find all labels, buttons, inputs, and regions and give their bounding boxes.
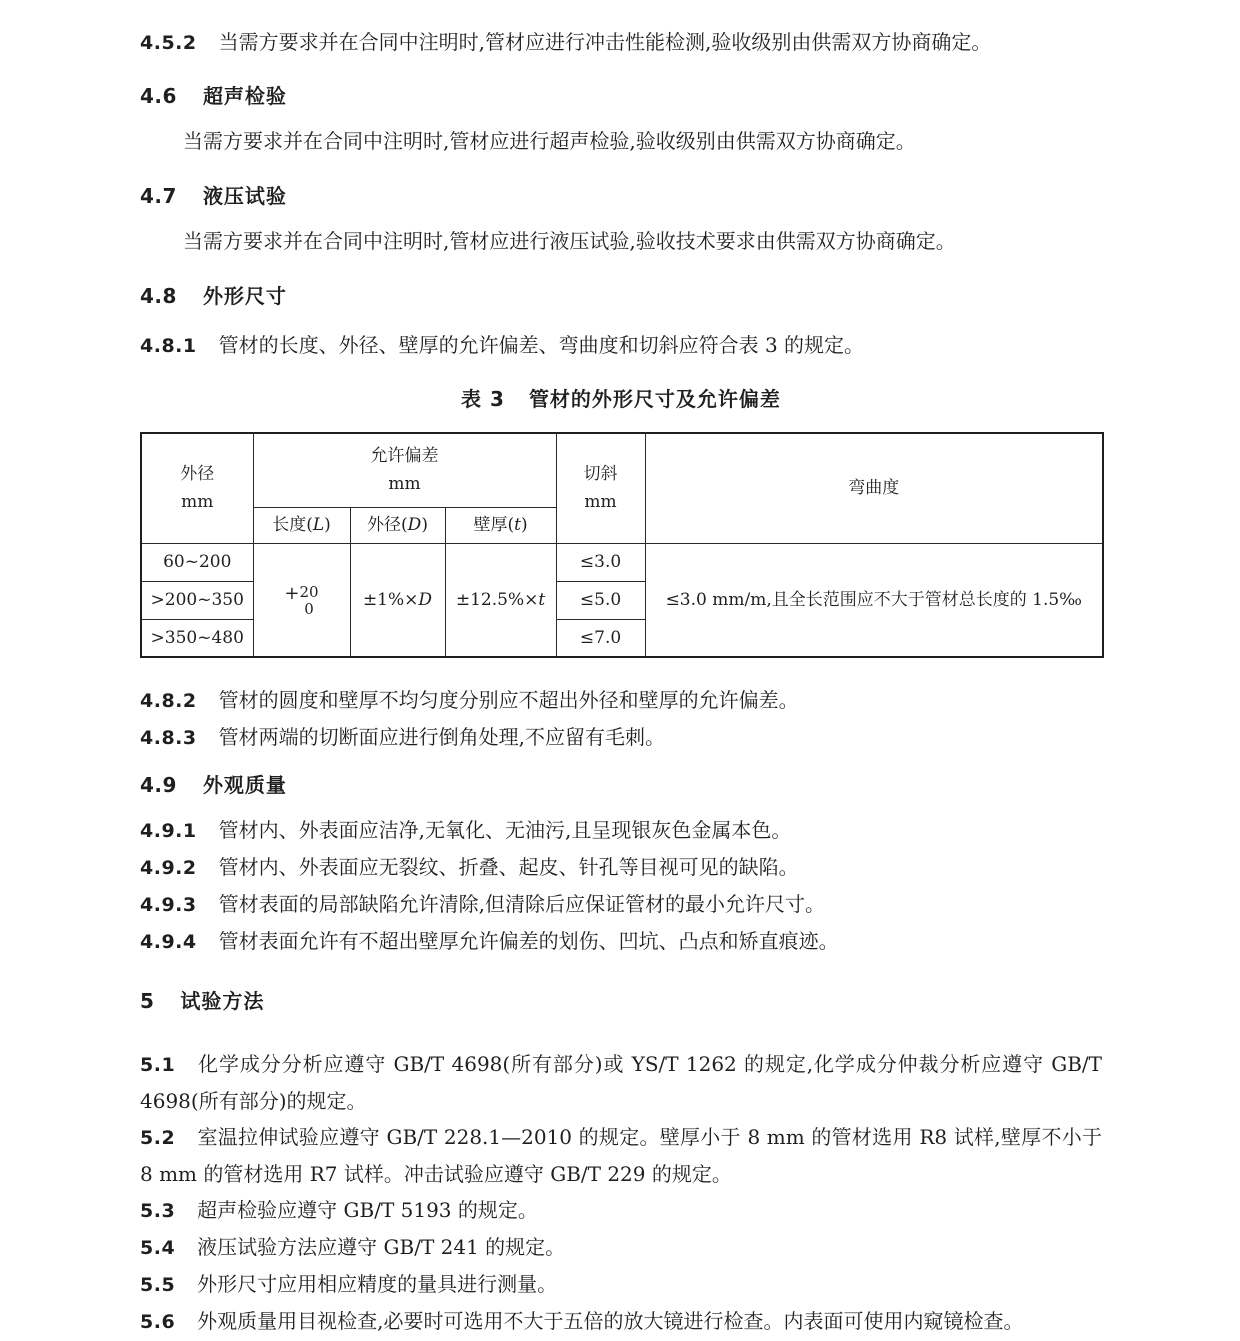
clause-number: 5.1	[140, 1054, 176, 1076]
table-caption-title: 管材的外形尺寸及允许偏差	[528, 387, 781, 411]
od-range-cell: >350~480	[141, 619, 253, 657]
clause-number: 5.5	[140, 1274, 176, 1296]
clause-number: 4.8.1	[140, 335, 197, 357]
heading-number: 4.8	[140, 284, 177, 308]
stacked-tolerance	[284, 584, 318, 618]
subheader-length-post: )	[324, 515, 331, 535]
heading-title: 超声检验	[202, 84, 287, 108]
clause-number: 4.9.1	[140, 820, 197, 842]
tolerance-stack	[300, 584, 319, 618]
clause-5-5	[140, 1266, 1102, 1303]
heading-number: 4.6	[140, 84, 177, 108]
clause-4-9-3	[140, 886, 1102, 923]
clause-5-1	[140, 1046, 1102, 1119]
header-bend: 弯曲度	[645, 433, 1103, 543]
od-range-cell: 60~200	[141, 543, 253, 581]
subheader-od	[350, 507, 445, 543]
heading-5	[140, 988, 1102, 1014]
od-tolerance-pre: ±1%×	[362, 589, 419, 610]
subheader-wall-var: t	[514, 515, 521, 535]
subheader-length-pre: 长度(	[272, 515, 313, 535]
header-tolerance-group	[253, 433, 556, 507]
paragraph-4-7: 当需方要求并在合同中注明时,管材应进行液压试验,验收技术要求由供需双方协商确定。	[183, 229, 956, 253]
cut-value-cell: ≤3.0	[556, 543, 645, 581]
clause-text: 外形尺寸应用相应精度的量具进行测量。	[197, 1272, 558, 1296]
clause-text: 当需方要求并在合同中注明时,管材应进行冲击性能检测,验收级别由供需双方协商确定。	[218, 30, 992, 54]
heading-4-7	[140, 183, 1102, 209]
heading-number: 5	[140, 989, 155, 1013]
clause-text: 化学成分分析应遵守 GB/T 4698(所有部分)或 YS/T 1262 的规定,化学成分仲裁分析应遵守 GB/T 4698(所有部分)的规定。	[140, 1052, 1102, 1113]
clause-4-9-4	[140, 923, 1102, 960]
clause-text: 液压试验方法应遵守 GB/T 241 的规定。	[197, 1235, 566, 1259]
header-tolerance-label: 允许偏差	[370, 446, 439, 467]
od-range-cell: >200~350	[141, 581, 253, 619]
subheader-length-var: L	[312, 515, 325, 535]
header-outer-diameter	[141, 433, 253, 543]
table-3-caption	[140, 386, 1102, 412]
heading-title: 外观质量	[202, 773, 287, 797]
clause-number: 4.9.3	[140, 894, 197, 916]
clause-5-6	[140, 1303, 1102, 1340]
heading-title: 液压试验	[202, 184, 287, 208]
heading-title: 外形尺寸	[202, 284, 287, 308]
table-caption-label: 表 3	[461, 387, 505, 411]
table-row	[141, 543, 1103, 581]
wall-tolerance-cell	[445, 543, 556, 657]
header-outer-diameter-label: 外径	[180, 464, 215, 485]
cut-value-cell: ≤7.0	[556, 619, 645, 657]
clause-number: 4.9.2	[140, 857, 197, 879]
clause-4-9-2	[140, 849, 1102, 886]
wall-tolerance-pre: ±12.5%×	[455, 589, 539, 610]
clause-number: 5.6	[140, 1311, 176, 1333]
clause-5-3	[140, 1192, 1102, 1229]
table-header-row-1	[141, 433, 1103, 507]
subheader-od-post: )	[421, 515, 428, 535]
bend-note-cell: ≤3.0 mm/m,且全长范围应不大于管材总长度的 1.5‰	[645, 543, 1103, 657]
heading-4-8	[140, 283, 1102, 309]
clause-4-8-2	[140, 682, 1102, 719]
heading-number: 4.7	[140, 184, 177, 208]
subheader-wall	[445, 507, 556, 543]
header-outer-diameter-unit: mm	[181, 492, 214, 513]
od-tolerance-var: D	[418, 589, 433, 610]
heading-title: 试验方法	[180, 989, 265, 1013]
header-tolerance-unit: mm	[388, 474, 421, 495]
clause-text: 管材两端的切断面应进行倒角处理,不应留有毛刺。	[218, 725, 665, 749]
clause-4-8-3	[140, 719, 1102, 756]
wall-tolerance-var: t	[538, 589, 546, 610]
clause-number: 4.9.4	[140, 931, 197, 953]
clause-number: 5.4	[140, 1237, 176, 1259]
clause-4-9-1	[140, 812, 1102, 849]
clause-text: 室温拉伸试验应遵守 GB/T 228.1—2010 的规定。壁厚小于 8 mm 的管材选用 R8 试样,壁厚不小于 8 mm 的管材选用 R7 试样。冲击试验应遵守 GB/T 229 的规定。	[140, 1125, 1102, 1186]
tolerance-upper: 20	[299, 582, 319, 601]
clause-number: 4.5.2	[140, 32, 197, 54]
clause-number: 4.8.3	[140, 727, 197, 749]
subheader-wall-post: )	[520, 515, 528, 535]
clause-4-8-1	[140, 327, 1102, 364]
tolerance-sign: +	[284, 582, 300, 604]
heading-4-6	[140, 83, 1102, 109]
subheader-od-var: D	[407, 515, 422, 535]
clause-number: 4.8.2	[140, 690, 197, 712]
clause-text: 外观质量用目视检查,必要时可选用不大于五倍的放大镜进行检查。内表面可使用内窥镜检查。	[197, 1309, 1024, 1333]
clause-text: 管材的圆度和壁厚不均匀度分别应不超出外径和壁厚的允许偏差。	[218, 688, 799, 712]
clause-5-2	[140, 1119, 1102, 1192]
heading-4-9	[140, 772, 1102, 798]
length-tolerance-cell	[253, 543, 350, 657]
clause-text: 超声检验应遵守 GB/T 5193 的规定。	[197, 1198, 538, 1222]
clause-text: 管材表面允许有不超出壁厚允许偏差的划伤、凹坑、凸点和矫直痕迹。	[218, 929, 839, 953]
clause-text: 管材表面的局部缺陷允许清除,但清除后应保证管材的最小允许尺寸。	[218, 892, 825, 916]
clause-text: 管材内、外表面应洁净,无氧化、无油污,且呈现银灰色金属本色。	[218, 818, 792, 842]
subheader-od-pre: 外径(	[367, 515, 408, 535]
cut-value-cell: ≤5.0	[556, 581, 645, 619]
paragraph-4-6: 当需方要求并在合同中注明时,管材应进行超声检验,验收级别由供需双方协商确定。	[183, 129, 916, 153]
subheader-length	[253, 507, 350, 543]
clause-number: 5.3	[140, 1200, 176, 1222]
header-cut-obliquity	[556, 433, 645, 543]
tolerance-lower: 0	[304, 599, 314, 618]
clause-4-5-2	[140, 24, 1102, 61]
header-cut-unit: mm	[584, 492, 617, 513]
table-3-dimensions-tolerances	[140, 432, 1104, 658]
subheader-wall-pre: 壁厚(	[473, 515, 515, 535]
heading-number: 4.9	[140, 773, 177, 797]
clause-text: 管材的长度、外径、壁厚的允许偏差、弯曲度和切斜应符合表 3 的规定。	[218, 333, 865, 357]
header-cut-label: 切斜	[583, 464, 618, 485]
od-tolerance-cell	[350, 543, 445, 657]
clause-text: 管材内、外表面应无裂纹、折叠、起皮、针孔等目视可见的缺陷。	[218, 855, 799, 879]
clause-number: 5.2	[140, 1127, 176, 1149]
clause-5-4	[140, 1229, 1102, 1266]
